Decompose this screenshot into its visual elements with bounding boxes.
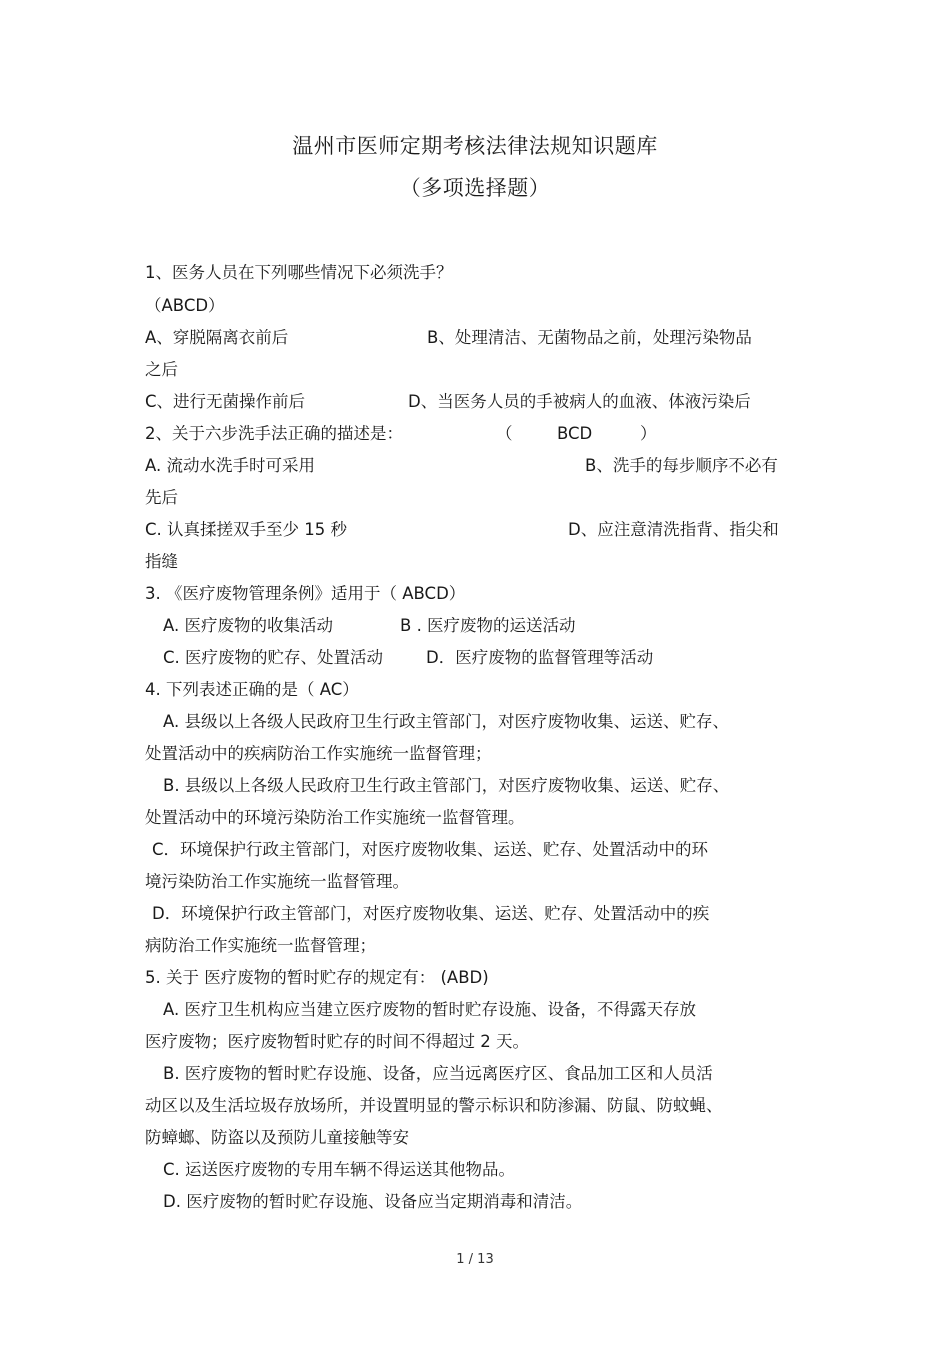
option-4a: A. 县级以上各级人民政府卫生行政主管部门，对医疗废物收集、运送、贮存、 (163, 712, 729, 731)
option-4b-cont: 处置活动中的环境污染防治工作实施统一监督管理。 (145, 808, 525, 827)
page-number: 1 / 13 (456, 1252, 494, 1267)
question-2: 2、关于六步洗手法正确的描述是： (145, 424, 403, 443)
option-4d: D．环境保护行政主管部门，对医疗废物收集、运送、贮存、处置活动中的疾 (152, 904, 710, 923)
answer-2-open: （ (496, 424, 513, 443)
document-subtitle: （多项选择题） (399, 176, 551, 200)
option-4c: C．环境保护行政主管部门，对医疗废物收集、运送、贮存、处置活动中的环 (152, 840, 709, 859)
option-1a: A、穿脱隔离衣前后 (145, 328, 289, 347)
option-3c: C. 医疗废物的贮存、处置活动 (163, 648, 384, 667)
question-4: 4. 下列表述正确的是（ AC） (145, 680, 359, 699)
option-2c: C. 认真揉搓双手至少 15 秒 (145, 520, 347, 539)
option-2b-cont: 先后 (145, 488, 178, 507)
option-1c: C、进行无菌操作前后 (145, 392, 306, 411)
question-5: 5. 关于 医疗废物的暂时贮存的规定有： (ABD) (145, 968, 489, 987)
option-2a: A. 流动水洗手时可采用 (145, 456, 315, 475)
answer-2: BCD (557, 424, 593, 443)
option-5b-cont: 动区以及生活垃圾存放场所，并设置明显的警示标识和防渗漏、防鼠、防蚊蝇、 (145, 1096, 723, 1115)
question-3: 3. 《医疗废物管理条例》适用于（ ABCD） (145, 584, 466, 603)
option-3b: B . 医疗废物的运送活动 (400, 616, 576, 635)
option-1b-cont: 之后 (145, 360, 178, 379)
option-1d: D、当医务人员的手被病人的血液、体液污染后 (408, 392, 751, 411)
option-5a-cont: 医疗废物；医疗废物暂时贮存的时间不得超过 2 天。 (145, 1032, 529, 1051)
option-3d: D．医疗废物的监督管理等活动 (426, 648, 654, 667)
option-1b: B、处理清洁、无菌物品之前，处理污染物品 (427, 328, 752, 347)
option-2b: B、洗手的每步顺序不必有 (585, 456, 778, 475)
option-4a-cont: 处置活动中的疾病防治工作实施统一监督管理； (145, 744, 492, 763)
option-5d: D. 医疗废物的暂时贮存设施、设备应当定期消毒和清洁。 (163, 1192, 583, 1211)
document-title: 温州市医师定期考核法律法规知识题库 (292, 134, 658, 158)
option-4b: B. 县级以上各级人民政府卫生行政主管部门，对医疗废物收集、运送、贮存、 (163, 776, 730, 795)
option-5b: B. 医疗废物的暂时贮存设施、设备，应当远离医疗区、食品加工区和人员活 (163, 1064, 713, 1083)
option-5c: C. 运送医疗废物的专用车辆不得运送其他物品。 (163, 1160, 516, 1179)
question-1: 1、医务人员在下列哪些情况下必须洗手？ (145, 263, 453, 282)
option-4d-cont: 病防治工作实施统一监督管理； (145, 936, 376, 955)
option-2d-cont: 指缝 (145, 552, 178, 571)
option-5b-cont2: 防蟑螂、防盗以及预防儿童接触等安 (145, 1128, 409, 1147)
option-5a: A. 医疗卫生机构应当建立医疗废物的暂时贮存设施、设备，不得露天存放 (163, 1000, 696, 1019)
option-4c-cont: 境污染防治工作实施统一监督管理。 (145, 872, 409, 891)
answer-1: （ABCD） (145, 296, 225, 315)
answer-2-close: ） (640, 424, 657, 443)
option-2d: D、应注意清洗指背、指尖和 (568, 520, 779, 539)
option-3a: A. 医疗废物的收集活动 (163, 616, 333, 635)
